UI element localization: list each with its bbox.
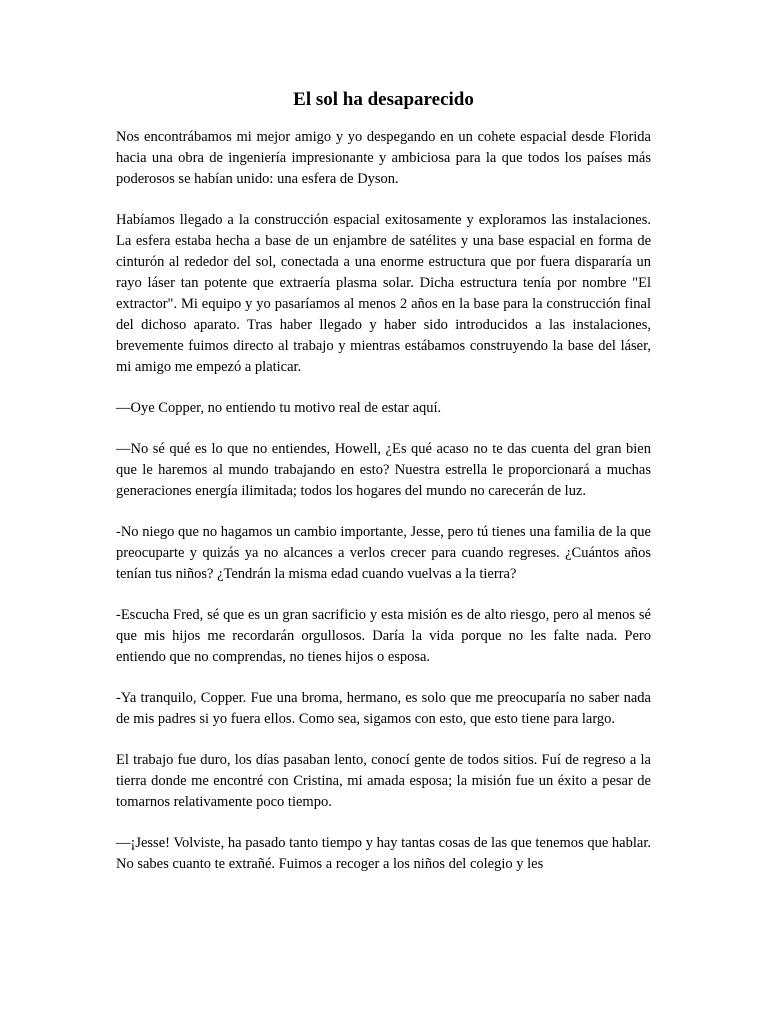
document-title: El sol ha desaparecido: [293, 89, 474, 110]
paragraph: —No sé qué es lo que no entiendes, Howell, ¿Es qué acaso no te das cuenta del gran bien que le haremos al mundo trabajando en esto? Nuestra estrella le proporcionará a muchas generaciones energía ilimitada; todos los hogares del mundo no carecerán de luz.: [116, 441, 651, 499]
paragraph: -No niego que no hagamos un cambio importante, Jesse, pero tú tienes una familia de la que preocuparte y quizás ya no alcances a verlos crecer para cuando regreses. ¿Cuántos años tenían tus niños? ¿Tendrán la misma edad cuando vuelvas a la tierra?: [116, 524, 651, 582]
paragraph: —Oye Copper, no entiendo tu motivo real de estar aquí.: [116, 400, 442, 416]
paragraph: Nos encontrábamos mi mejor amigo y yo despegando en un cohete espacial desde Florida hacia una obra de ingeniería impresionante y ambiciosa para la que todos los países más poderosos se habían unido: una esfera de Dyson.: [116, 129, 651, 187]
paragraph: —¡Jesse! Volviste, ha pasado tanto tiempo y hay tantas cosas de las que tenemos que hablar. No sabes cuanto te extrañé. Fuimos a recoger a los niños del colegio y les: [116, 835, 651, 872]
paragraph: El trabajo fue duro, los días pasaban lento, conocí gente de todos sitios. Fuí de regreso a la tierra donde me encontré con Cristina, mi amada esposa; la misión fue un éxito a pesar de tomarnos relativamente poco tiempo.: [116, 752, 651, 810]
paragraph: -Escucha Fred, sé que es un gran sacrificio y esta misión es de alto riesgo, pero al menos sé que mis hijos me recordarán orgullosos. Daría la vida porque no les falte nada. Pero entiendo que no comprendas, no tienes hijos o esposa.: [116, 607, 651, 665]
paragraph: -Ya tranquilo, Copper. Fue una broma, hermano, es solo que me preocuparía no saber nada de mis padres si yo fuera ellos. Como sea, sigamos con esto, que esto tiene para largo.: [116, 690, 651, 727]
document-body: [116, 88, 651, 875]
paragraph: Habíamos llegado a la construcción espacial exitosamente y exploramos las instalaciones. La esfera estaba hecha a base de un enjambre de satélites y una base espacial en forma de cinturón al rededor del sol, conectada a una enorme estructura que por fuera dispararía un rayo láser tan potente que extraería plasma solar. Dicha estructura tenía por nombre "El extractor". Mi equipo y yo pasaríamos al menos 2 años en la base para la construcción final del dichoso aparato. Tras haber llegado y haber sido introducidos a las instalaciones, brevemente fuimos directo al trabajo y mientras estábamos construyendo la base del láser, mi amigo me empezó a platicar.: [116, 212, 651, 375]
